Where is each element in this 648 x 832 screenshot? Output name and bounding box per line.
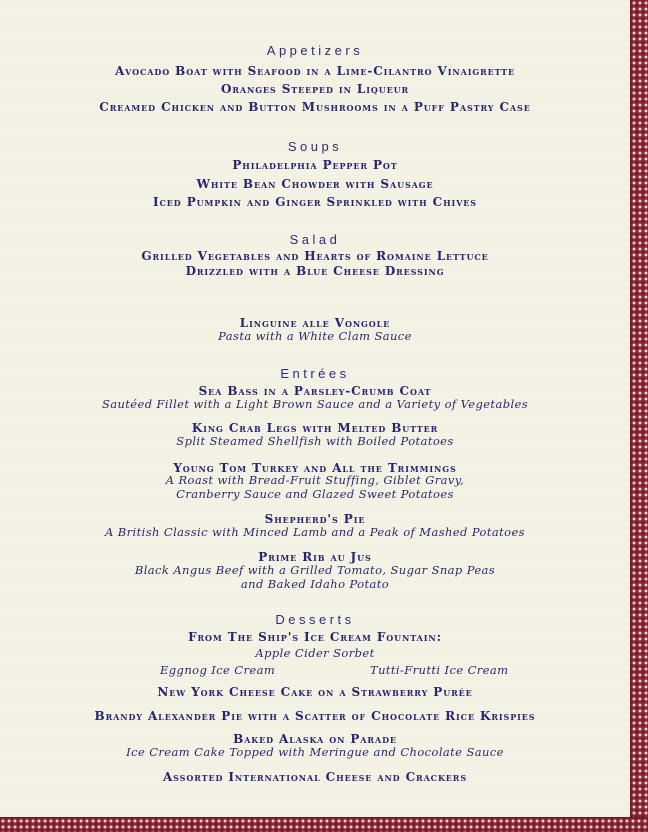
soup-item: Iced Pumpkin and Ginger Sprinkled with Chives — [153, 195, 477, 209]
decorative-border-bottom — [0, 817, 648, 832]
salad-line: Drizzled with a Blue Cheese Dressing — [185, 264, 445, 278]
dessert-item: Assorted International Cheese and Crackers — [162, 770, 468, 784]
entree-name: Young Tom Turkey and All the Trimmings — [173, 461, 457, 475]
dessert-name: Baked Alaska on Parade — [233, 732, 397, 746]
fountain-title: From The Ship's Ice Cream Fountain: — [188, 630, 442, 644]
entree-description: Cranberry Sauce and Glazed Sweet Potatoes — [176, 487, 454, 501]
pasta-name: Linguine alle Vongole — [239, 316, 391, 330]
entree-description: and Baked Idaho Potato — [240, 577, 390, 591]
appetizer-item: Creamed Chicken and Button Mushrooms in a Puff Pastry Case — [99, 100, 531, 114]
decorative-border-right — [630, 0, 648, 831]
entree-description: Black Angus Beef with a Grilled Tomato, Sugar Snap Peas — [134, 563, 496, 577]
entree-name: Shepherd's Pie — [264, 512, 366, 526]
entrees-heading: Entrées — [280, 366, 350, 381]
desserts-heading: Desserts — [275, 612, 355, 627]
entree-description: A Roast with Bread-Fruit Stuffing, Giblet Gravy, — [165, 473, 465, 487]
appetizer-item: Oranges Steeped in Liqueur — [220, 82, 410, 96]
soup-item: Philadelphia Pepper Pot — [232, 158, 398, 172]
soup-item: White Bean Chowder with Sausage — [196, 177, 434, 191]
entree-description: A British Classic with Minced Lamb and a Peak of Mashed Potatoes — [105, 525, 525, 539]
entree-name: Sea Bass in a Parsley-Crumb Coat — [198, 384, 432, 398]
entree-description: Sautéed Fillet with a Light Brown Sauce and a Variety of Vegetables — [101, 397, 529, 411]
entree-name: King Crab Legs with Melted Butter — [191, 421, 439, 435]
dessert-item: New York Cheese Cake on a Strawberry Purée — [157, 685, 473, 699]
fountain-right-flavor: Tutti-Frutti Ice Cream — [370, 663, 509, 677]
fountain-left-flavor: Eggnog Ice Cream — [160, 663, 276, 677]
entree-description: Split Steamed Shellfish with Boiled Potatoes — [176, 434, 454, 448]
fountain-sorbet: Apple Cider Sorbet — [255, 646, 375, 660]
entree-name: Prime Rib au Jus — [258, 550, 372, 564]
dessert-description: Ice Cream Cake Topped with Meringue and Chocolate Sauce — [126, 745, 504, 759]
pasta-description: Pasta with a White Clam Sauce — [218, 329, 412, 343]
dessert-item: Brandy Alexander Pie with a Scatter of Chocolate Rice Krispies — [94, 709, 536, 723]
salad-line: Grilled Vegetables and Hearts of Romaine Lettuce — [141, 249, 489, 263]
salad-heading: Salad — [289, 232, 341, 247]
appetizers-heading: Appetizers — [266, 43, 364, 58]
soups-heading: Soups — [287, 139, 343, 154]
appetizer-item: Avocado Boat with Seafood in a Lime-Cilantro Vinaigrette — [114, 64, 516, 78]
